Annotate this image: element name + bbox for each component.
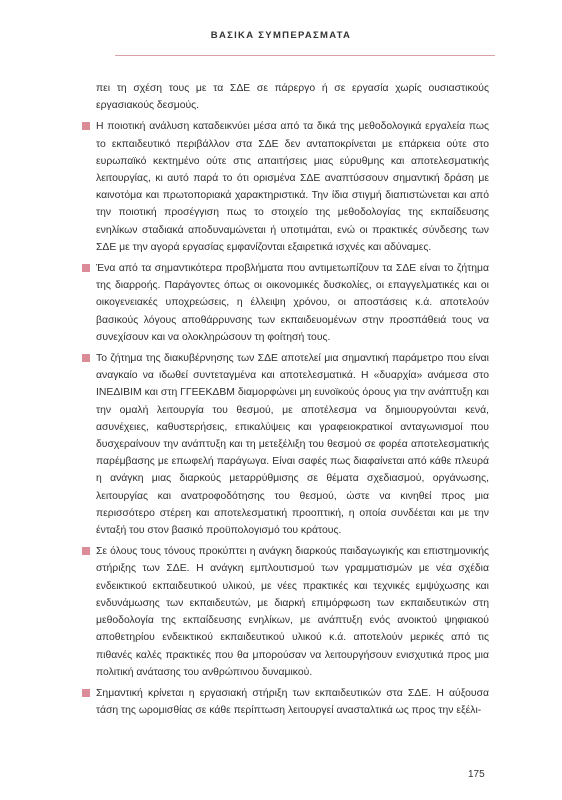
bullet-text: Ένα από τα σημαντικότερα προβλήματα που αντιμετωπίζουν τα ΣΔΕ είναι το ζήτημα της διαρροής. Παράγοντες όπως οι οικονομικές δυσκολίες, οι επαγγελματικές και οι οικογενειακές υποχρεώσεις, η έλλειψη χρόνου, οι αποστάσεις κ.ά. αποτελούν βασικούς λόγους αποθάρρυνσης των εκπαιδευομένων στην προσπάθειά τους να συνεχίσουν και να ολοκληρώσουν τη φοίτησή τους. [96,263,489,343]
square-bullet-icon [82,122,90,130]
bullet-paragraph [82,350,489,539]
bullet-paragraph [82,118,489,256]
continuation-paragraph: πει τη σχέση τους με τα ΣΔΕ σε πάρεργο ή σε εργασία χωρίς ουσιαστικούς εργασιακούς δεσμούς. [96,83,489,112]
square-bullet-icon [82,547,90,555]
bullet-paragraph [82,260,489,346]
page-body [82,80,489,723]
page-number: 175 [468,769,485,780]
header-divider [115,55,495,56]
bullet-text: Η ποιοτική ανάλυση καταδεικνύει μέσα από τα δικά της μεθοδολογικά εργαλεία πως το εκπαιδευτικό περιβάλλον στα ΣΔΕ δεν ανταποκρίνεται με επάρκεια ούτε στο ευρωπαϊκό κεκτημένο ούτε στις απαιτήσεις μιας εύρυθμης και αποτελεσματικής λειτουργίας, κι αυτό παρά το ότι ορισμένα ΣΔΕ αναπτύσσουν σημαντική δράση με καινοτόμα και πρωτοποριακά χαρακτηριστικά. Την ίδια στιγμή διαπιστώνεται και από την ποιοτική προσέγγιση πως το στοιχείο της μεθοδολογίας της εκπαίδευσης ενηλίκων σταδιακά αποδυναμώνεται ή υποτιμάται, ενώ οι πρακτικές σύνδεσης των ΣΔΕ με την αγορά εργασίας εμφανίζονται εξαιρετικά ισχνές και αδύναμες. [96,121,489,253]
bullet-paragraph [82,685,489,719]
square-bullet-icon [82,354,90,362]
square-bullet-icon [82,689,90,697]
running-header: ΒΑΣΙΚΑ ΣΥΜΠΕΡΑΣΜΑΤΑ [210,30,352,41]
bullet-text: Σημαντική κρίνεται η εργασιακή στήριξη των εκπαιδευτικών στα ΣΔΕ. Η αύξουσα τάση της ωρομισθίας σε κάθε περίπτωση λειτουργεί ανασταλτικά ως προς την εξέλι- [96,687,489,717]
bullet-paragraph [82,543,489,681]
bullet-text: Σε όλους τους τόνους προκύπτει η ανάγκη διαρκούς παιδαγωγικής και επιστημονικής στήριξης των ΣΔΕ. Η ανάγκη εμπλουτισμού των γραμματισμών με νέα σχέδια ενδεικτικού εκπαιδευτικού υλικού, με νέες πρακτικές και τεχνικές εμψύχωσης και ενδυνάμωσης των εκπαιδευτών, με διαρκή επιμόρφωση των εκπαιδευτικών στη μεθοδολογία της εκπαίδευσης ενηλίκων, με ανάπτυξη ενός ανοικτού ψηφιακού αποθετηρίου ενδεικτικού εκπαιδευτικού υλικού κ.ά. αποτελούν μερικές από τις πιθανές καλές πρακτικές που θα μπορούσαν να λειτουργήσουν ενισχυτικά προς μια πολιτική ανάτασης του ανθρώπινου δυναμικού. [96,546,489,678]
bullet-text: Το ζήτημα της διακυβέρνησης των ΣΔΕ αποτελεί μια σημαντική παράμετρο που είναι αναγκαίο να ιδωθεί συντεταγμένα και αποτελεσματικά. Η «δυαρχία» ανάμεσα στο ΙΝΕΔΙΒΙΜ και στη ΓΓΕΕΚΔΒΜ διαμορφώνει μη ευνοϊκούς όρους για την ανάπτυξη και την ομαλή λειτουργία του θεσμού, με αποτέλεσμα να δημιουργούνται κενά, ασυνέχειες, καθυστερήσεις, επικαλύψεις και γραφειοκρατικοί ανταγωνισμοί που δυσχεραίνουν την ανάπτυξη και τη μετεξέλιξη του θεσμού σε φορέα αποτελεσματικής παρέμβασης με επωφελή παράγωγα. Είναι σαφές πως διαφαίνεται από κάθε πλευρά η ανάγκη μιας διαρκούς μεταρρύθμισης σε θέματα σχεδιασμού, οργάνωσης, λειτουργίας και ανατροφοδότησης του θεσμού, ώστε να κινηθεί προς μια περισσότερο στέρεη και αποτελεσματική προοπτική, η οποία συνδέεται και με την ένταξή του στον βασικό προϋπολογισμό του κράτους. [96,353,489,537]
square-bullet-icon [82,264,90,272]
